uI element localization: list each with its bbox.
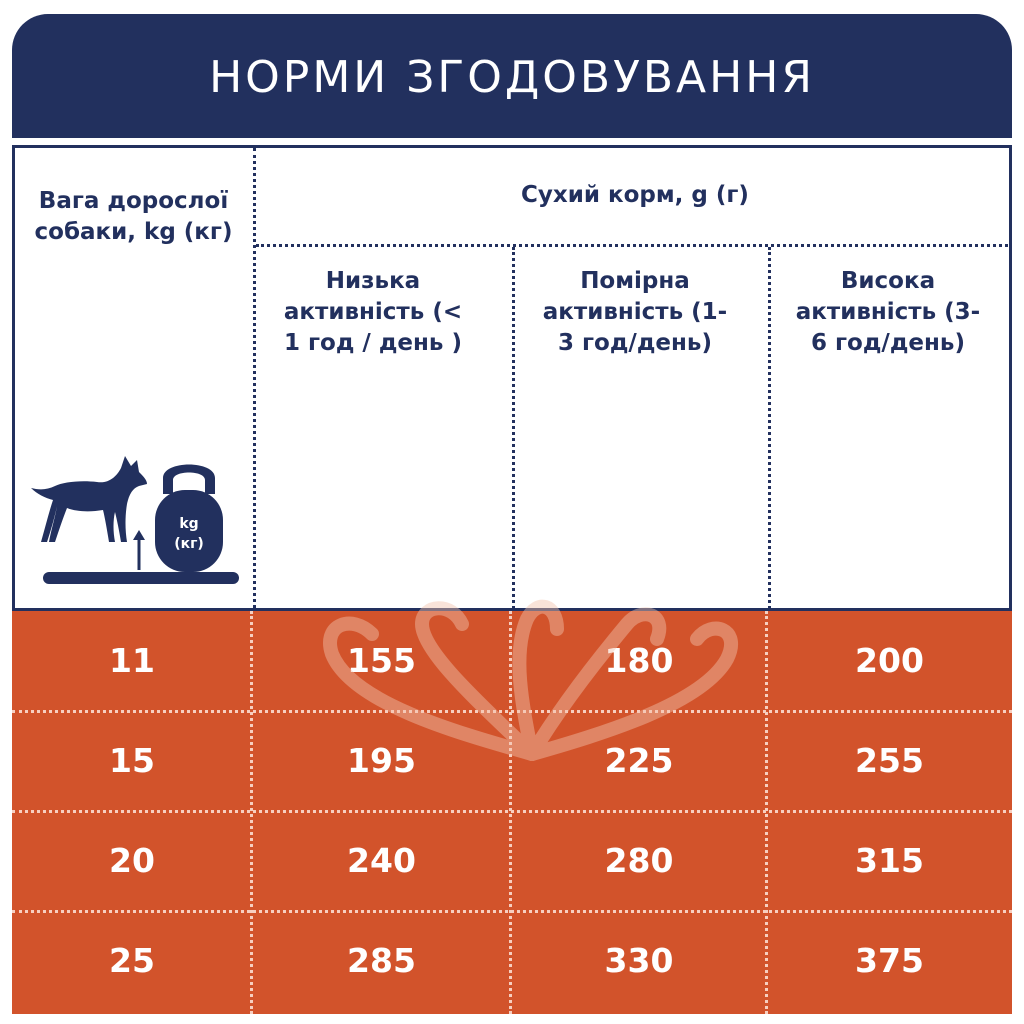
- high-activity-cell: 375: [855, 941, 924, 980]
- weight-cell: 15: [109, 741, 155, 780]
- row-divider: [12, 710, 1012, 713]
- low-activity-text: Низька активність (< 1 год / день ): [283, 268, 463, 356]
- moderate-activity-cell: 225: [604, 741, 674, 780]
- high-activity-header: [788, 266, 988, 359]
- moderate-activity-cell: 330: [604, 941, 674, 980]
- moderate-activity-cell: 180: [604, 641, 674, 680]
- header-divider: [253, 148, 256, 614]
- row-divider: [12, 910, 1012, 913]
- arrow-up-icon: [133, 530, 145, 570]
- table-header: [12, 145, 1012, 611]
- kettlebell-icon: [155, 465, 223, 573]
- header-divider: [256, 244, 1008, 247]
- low-activity-cell: 240: [347, 841, 416, 880]
- dry-food-header: [255, 180, 1012, 211]
- dog-icon: [31, 456, 147, 542]
- low-activity-cell: 155: [347, 641, 416, 680]
- table-row: [12, 911, 1012, 1011]
- table-row: [12, 711, 1012, 811]
- dry-food-header-text: Сухий корм, g (г): [521, 182, 749, 208]
- weight-column-header: [21, 186, 246, 248]
- title-banner: [12, 14, 1012, 138]
- weight-header-text: Вага дорослої собаки, kg (кг): [34, 188, 233, 245]
- weight-cell: 20: [109, 841, 155, 880]
- high-activity-text: Висока активність (3-6 год/день): [795, 268, 981, 356]
- low-activity-header: [273, 266, 473, 359]
- feeding-card: [12, 14, 1012, 1014]
- table-body: [12, 611, 1012, 1014]
- low-activity-cell: 195: [347, 741, 416, 780]
- weight-illustration: [29, 454, 249, 586]
- table-row: [12, 611, 1012, 711]
- page-title: НОРМИ ЗГОДОВУВАННЯ: [209, 52, 815, 103]
- moderate-activity-text: Помірна активність (1-3 год/день): [542, 268, 728, 356]
- high-activity-cell: 255: [855, 741, 924, 780]
- kettlebell-label: (кг): [174, 536, 204, 552]
- header-divider: [768, 247, 771, 614]
- header-divider: [512, 247, 515, 614]
- high-activity-cell: 315: [855, 841, 924, 880]
- low-activity-cell: 285: [347, 941, 416, 980]
- kettlebell-label: kg: [179, 516, 199, 532]
- moderate-activity-cell: 280: [604, 841, 674, 880]
- weight-cell: 25: [109, 941, 155, 980]
- scale-base: [43, 572, 239, 584]
- row-divider: [12, 810, 1012, 813]
- table-row: [12, 811, 1012, 911]
- high-activity-cell: 200: [855, 641, 924, 680]
- weight-cell: 11: [109, 641, 155, 680]
- moderate-activity-header: [535, 266, 735, 359]
